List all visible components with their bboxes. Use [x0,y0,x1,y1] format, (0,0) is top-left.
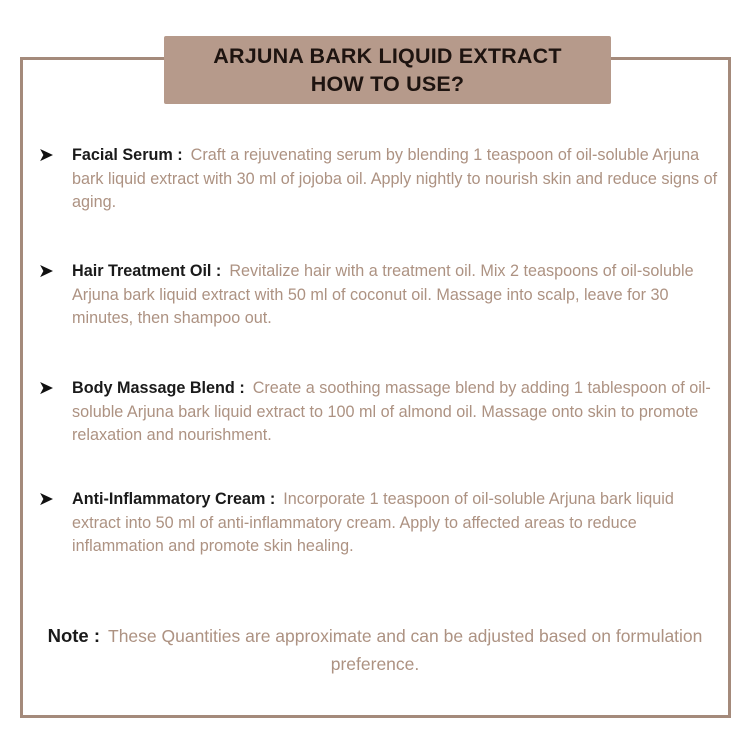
arrow-bullet-icon: ➤ [38,378,54,399]
title-banner [164,36,611,104]
usage-item-anti-inflammatory-cream [38,488,726,559]
usage-item-text: Incorporate 1 teaspoon of oil-soluble Arjuna bark liquid extract into 50 ml of anti-inflammatory cream. Apply to affected areas to reduce inflammation and promote skin healing. [72,490,674,555]
usage-item-label: Hair Treatment Oil : [72,262,222,280]
usage-item-body [72,144,726,215]
usage-item-label: Anti-Inflammatory Cream : [72,490,276,508]
arrow-bullet-icon: ➤ [38,489,54,510]
title-line-1: ARJUNA BARK LIQUID EXTRACT [213,44,562,68]
usage-item-text: Revitalize hair with a treatment oil. Mix 2 teaspoons of oil-soluble Arjuna bark liquid extract with 50 ml of coconut oil. Massage into scalp, leave for 30 minutes, then shampoo out. [72,262,694,327]
arrow-bullet-icon: ➤ [38,145,54,166]
usage-item-hair-treatment-oil [38,260,726,331]
arrow-bullet-icon: ➤ [38,261,54,282]
usage-item-text: Create a soothing massage blend by adding 1 tablespoon of oil-soluble Arjuna bark liquid extract to 100 ml of almond oil. Massage onto skin to promote relaxation and nourishment. [72,379,711,444]
usage-item-body-massage-blend [38,377,726,448]
title-line-2: HOW TO USE? [310,72,465,96]
note-text: These Quantities are approximate and can be adjusted based on formulation preference. [108,626,703,674]
usage-item-body [72,260,726,331]
usage-item-facial-serum [38,144,726,215]
usage-item-text: Craft a rejuvenating serum by blending 1 teaspoon of oil-soluble Arjuna bark liquid extract with 30 ml of jojoba oil. Apply nightly to nourish skin and reduce signs of aging. [72,146,718,211]
usage-item-label: Facial Serum : [72,146,183,164]
usage-item-label: Body Massage Blend : [72,379,245,397]
usage-item-body [72,488,726,559]
note-label: Note : [47,625,100,646]
usage-item-body [72,377,726,448]
note-paragraph [40,622,710,678]
